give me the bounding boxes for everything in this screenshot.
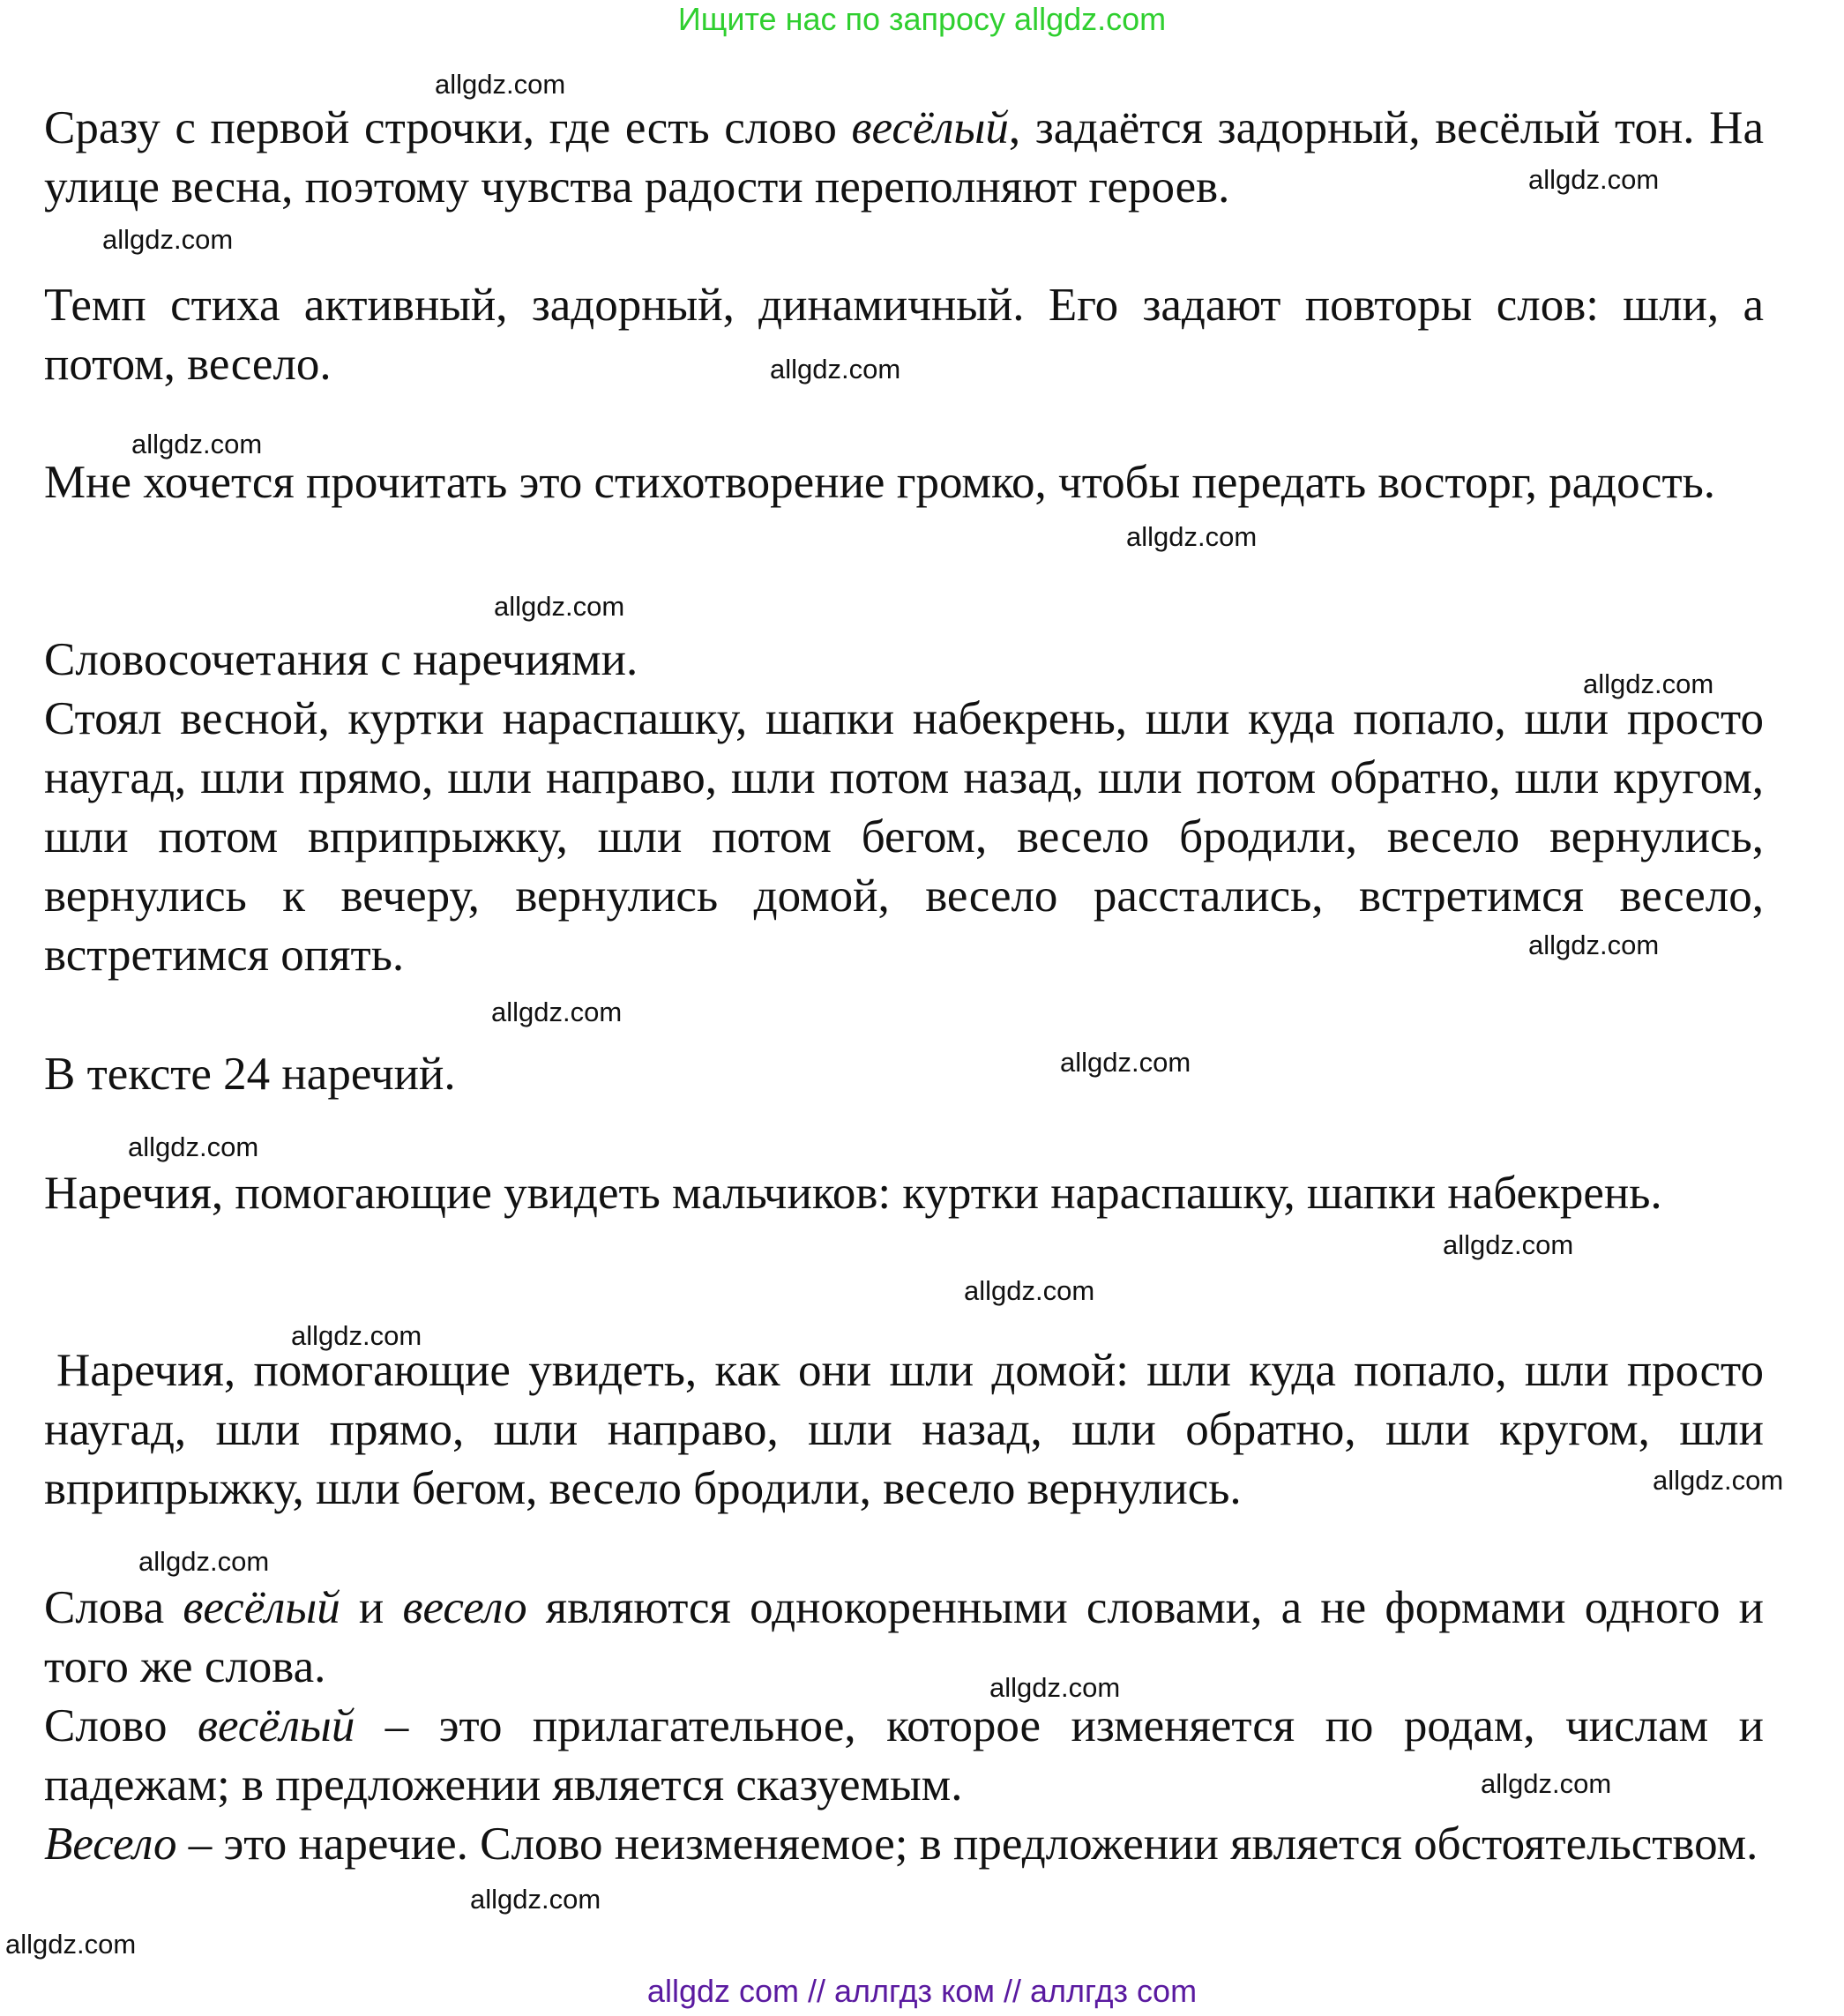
italic-word: Весело <box>44 1818 177 1870</box>
paragraph-tone <box>44 99 1764 217</box>
watermark: allgdz.com <box>491 997 623 1027</box>
italic-word: весёлый <box>183 1582 340 1633</box>
paragraph-phrases-list: Стоял весной, куртки нараспашку, шапки набекрень, шли куда попало, шли просто наугад, шли прямо, шли направо, шли потом назад, шли потом обратно, шли кругом, шли потом вприпрыжку, шли потом бегом, весело бродили, весело вернулись, вернулись к вечеру, вернулись домой, весело расстались, встретимся весело, встретимся опять. <box>44 693 1764 981</box>
paragraph-reading: Мне хочется прочитать это стихотворение громко, чтобы передать восторг, радость. <box>44 457 1716 508</box>
text: , задаётся задорный, весёлый тон. На улице весна, поэтому чувства радости переполняют героев. <box>44 102 1764 213</box>
watermark: allgdz.com <box>1528 164 1660 195</box>
watermark: allgdz.com <box>291 1320 422 1351</box>
paragraph-phrases-title: Словосочетания с наречиями. <box>44 634 638 685</box>
watermark: allgdz.com <box>1653 1465 1784 1496</box>
paragraph-count: В тексте 24 наречий. <box>44 1049 456 1100</box>
text: Слово <box>44 1700 198 1751</box>
watermark: allgdz.com <box>470 1884 601 1915</box>
paragraph-adverb <box>44 1815 1764 1874</box>
paragraph-boys: Наречия, помогающие увидеть мальчиков: куртки нараспашку, шапки набекрень. <box>44 1168 1662 1219</box>
text: являются однокоренными словами, а не формами одного и того же слова. <box>44 1582 1764 1692</box>
watermark: allgdz.com <box>964 1275 1095 1306</box>
watermark: allgdz.com <box>494 591 625 622</box>
italic-word: весёлый <box>197 1700 355 1751</box>
watermark: allgdz.com <box>1443 1229 1574 1260</box>
italic-word: весело <box>402 1582 527 1633</box>
watermark: allgdz.com <box>102 224 234 255</box>
watermark: allgdz.com <box>1583 668 1714 699</box>
watermark: allgdz.com <box>1126 521 1258 552</box>
watermark: allgdz.com <box>131 429 263 459</box>
paragraph-way-home: Наречия, помогающие увидеть, как они шли домой: шли куда попало, шли просто наугад, шли прямо, шли направо, шли назад, шли обратно, шли кругом, шли вприпрыжку, шли бегом, весело бродили, весело вернулись. <box>44 1345 1764 1514</box>
text: – это наречие. Слово неизменяемое; в предложении является обстоятельством. <box>176 1818 1758 1870</box>
watermark: allgdz.com <box>989 1672 1121 1703</box>
italic-word: весёлый <box>851 102 1009 153</box>
text: – это прилагательное, которое изменяется по родам, числам и падежам; в предложении является сказуемым. <box>44 1700 1764 1811</box>
watermark: allgdz.com <box>1481 1768 1612 1799</box>
text: Сразу с первой строчки, где есть слово <box>44 102 852 153</box>
watermark: allgdz.com <box>128 1131 259 1162</box>
watermark: allgdz.com <box>1528 930 1660 960</box>
paragraph-same-root <box>44 1579 1764 1697</box>
promo-header: Ищите нас по запросу allgdz.com <box>677 1 1167 37</box>
footer-links[interactable]: allgdz com // аллгдз ком // аллгдз com <box>646 1973 1198 2009</box>
watermark: allgdz.com <box>1060 1047 1191 1078</box>
watermark: allgdz.com <box>770 354 901 385</box>
watermark: allgdz.com <box>5 1929 137 1960</box>
watermark: allgdz.com <box>138 1546 270 1577</box>
watermark: allgdz.com <box>435 69 566 100</box>
text: и <box>340 1582 403 1633</box>
paragraph-tempo: Темп стиха активный, задорный, динамичный. Его задают повторы слов: шли, а потом, весело. <box>44 280 1764 390</box>
text: Слова <box>44 1582 183 1633</box>
